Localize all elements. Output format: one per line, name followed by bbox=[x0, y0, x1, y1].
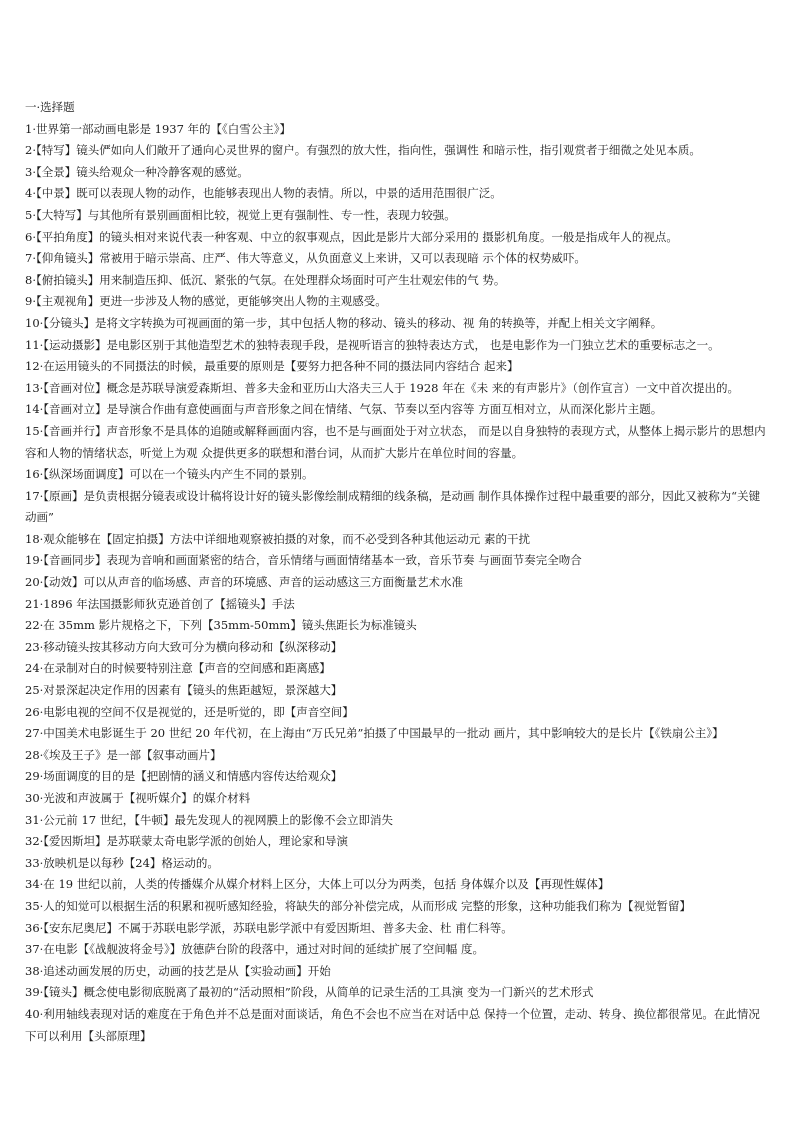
question-item: 31·公元前 17 世纪，【牛顿】最先发现人的视网膜上的影像不会立即消失 bbox=[25, 812, 393, 827]
question-item: 22·在 35mm 影片规格之下，下列【35mm-50mm】镜头焦距长为标准镜头 bbox=[25, 618, 417, 633]
question-item: 20·【动效】可以从声音的临场感、声音的环境感、声音的运动感这三方面衡量艺术水准 bbox=[25, 575, 464, 590]
question-item: 7·【仰角镜头】常被用于暗示崇高、庄严、伟大等意义，从负面意义上来讲，又可以表现暗 示个体的权势威吓。 bbox=[25, 251, 586, 266]
question-item: 3·【全景】镜头给观众一种冷静客观的感觉。 bbox=[25, 164, 249, 179]
question-item: 28·《埃及王子》是一部【叙事动画片】 bbox=[25, 747, 222, 762]
question-item: 6·【平拍角度】的镜头相对来说代表一种客观、中立的叙事观点，因此是影片大部分采用的 摄影机角度。一般是指成年人的视点。 bbox=[25, 229, 678, 244]
question-item: 19·【音画同步】表现为音响和画面紧密的结合，音乐情绪与画面情绪基本一致，音乐节奏 与画面节奏完全吻合 bbox=[25, 553, 582, 568]
question-item: 4·【中景】既可以表现人物的动作，也能够表现出人物的表情。所以，中景的适用范围很广泛。 bbox=[25, 186, 502, 201]
question-item: 11·【运动摄影】是电影区别于其他造型艺术的独特表现手段，是视听语言的独特表达方式， 也是电影作为一门独立艺术的重要标志之一。 bbox=[25, 337, 720, 352]
question-item: 35·人的知觉可以根据生活的积累和视听感知经验，将缺失的部分补偿完成，从而形成 完整的形象，这种功能我们称为【视觉暂留】 bbox=[25, 898, 691, 913]
question-item: 21·1896 年法国摄影师狄克逊首创了【摇镜头】手法 bbox=[25, 596, 295, 611]
question-item: 26·电影电视的空间不仅是视觉的，还是听觉的，即【声音空间】 bbox=[25, 704, 354, 719]
question-item: 29·场面调度的目的是【把剧情的涵义和情感内容传达给观众】 bbox=[25, 769, 343, 784]
question-item: 2·【特写】镜头俨如向人们敞开了通向心灵世界的窗户。有强烈的放大性，指向性，强调性 和暗示性，指引观赏者于细微之处见本质。 bbox=[25, 143, 701, 158]
question-item: 10·【分镜头】是将文字转换为可视画面的第一步，其中包括人物的移动、镜头的移动、视 角的转换等，并配上相关文字阐释。 bbox=[25, 315, 663, 330]
question-item: 9·【主观视角】更进一步涉及人物的感觉，更能够突出人物的主观感受。 bbox=[25, 294, 387, 309]
question-item: 13·【音画对位】概念是苏联导演爱森斯坦、普多夫金和亚历山大洛夫三人于 1928 年在《未 来的有声影片》（创作宣言）一文中首次提出的。 bbox=[25, 380, 740, 395]
question-item: 18·观众能够在【固定拍摄】方法中详细地观察被拍摄的对象，而不必受到各种其他运动元 素的干扰 bbox=[25, 531, 530, 546]
question-item: 30·光波和声波属于【视听媒介】的媒介材料 bbox=[25, 791, 251, 805]
section-title: 一·选择题 bbox=[25, 100, 75, 114]
question-item: 38·追述动画发展的历史，动画的技艺是从【实验动画】开始 bbox=[25, 963, 331, 978]
question-list bbox=[25, 119, 770, 1048]
question-item: 40·利用轴线表现对话的难度在于角色并不总是面对面谈话，角色不会也不应当在对话中总 保持一个位置，走动、转身、换位都很常见。在此情况下可以利用【头部原理】 bbox=[25, 1006, 760, 1043]
question-item: 33·放映机是以每秒【24】格运动的。 bbox=[25, 855, 219, 870]
question-item: 32·【爱因斯坦】是苏联蒙太奇电影学派的创始人，理论家和导演 bbox=[25, 834, 349, 849]
question-item: 14·【音画对立】是导演合作曲有意使画面与声音形象之间在情绪、气氛、节奏以至内容等 方面互相对立，从而深化影片主题。 bbox=[25, 402, 663, 417]
question-item: 5·【大特写】与其他所有景别画面相比较，视觉上更有强制性、专一性，表现力较强。 bbox=[25, 207, 456, 222]
question-item: 23·移动镜头按其移动方向大致可分为横向移动和【纵深移动】 bbox=[25, 639, 343, 654]
question-item: 16·【纵深场面调度】可以在一个镜头内产生不同的景别。 bbox=[25, 467, 314, 482]
question-item: 17·【原画】是负责根据分镜表或设计稿将设计好的镜头影像绘制成精细的线条稿，是动画 制作具体操作过程中最重要的部分，因此又被称为“关键动画” bbox=[25, 488, 761, 525]
question-item: 36·【安东尼奥尼】不属于苏联电影学派，苏联电影学派中有爱因斯坦、普多夫金、杜 甫仁科等。 bbox=[25, 920, 513, 935]
question-item: 37·在电影【《战舰波将金号》】放德萨台阶的段落中，通过对时间的延续扩展了空间幅 度。 bbox=[25, 942, 484, 957]
question-item: 34·在 19 世纪以前，人类的传播媒介从媒介材料上区分，大体上可以分为两类，包括 身体媒介以及【再现性媒体】 bbox=[25, 877, 610, 892]
question-item: 25·对景深起决定作用的因素有【镜头的焦距越短，景深越大】 bbox=[25, 683, 343, 698]
question-item: 8·【俯拍镜头】用来制造压抑、低沉、紧张的气氛。在处理群众场面时可产生壮观宏伟的气 势。 bbox=[25, 272, 506, 287]
question-item: 24·在录制对白的时候要特别注意【声音的空间感和距离感】 bbox=[25, 661, 331, 676]
question-item: 15·【音画并行】声音形象不是具体的追随或解释画面内容，也不是与画面处于对立状态， 而是以自身独特的表现方式，从整体上揭示影片的思想内容和人物的情绪状态，听觉上为观 众提供更多的联想和潜台词，从而扩大影片在单位时间的容量。 bbox=[25, 423, 766, 460]
question-item: 1·世界第一部动画电影是 1937 年的【《白雪公主》】 bbox=[25, 121, 292, 136]
question-item: 39·【镜头】概念使电影彻底脱离了最初的“活动照相”阶段，从简单的记录生活的工具演 变为一门新兴的艺术形式 bbox=[25, 985, 594, 1000]
question-item: 12·在运用镜头的不同摄法的时候，最重要的原则是【要努力把各种不同的摄法同内容结合 起来】 bbox=[25, 359, 519, 374]
question-item: 27·中国美术电影诞生于 20 世纪 20 年代初，在上海由“万氏兄弟”拍摄了中国最早的一批动 画片，其中影响较大的是长片【《铁扇公主》】 bbox=[25, 726, 724, 741]
